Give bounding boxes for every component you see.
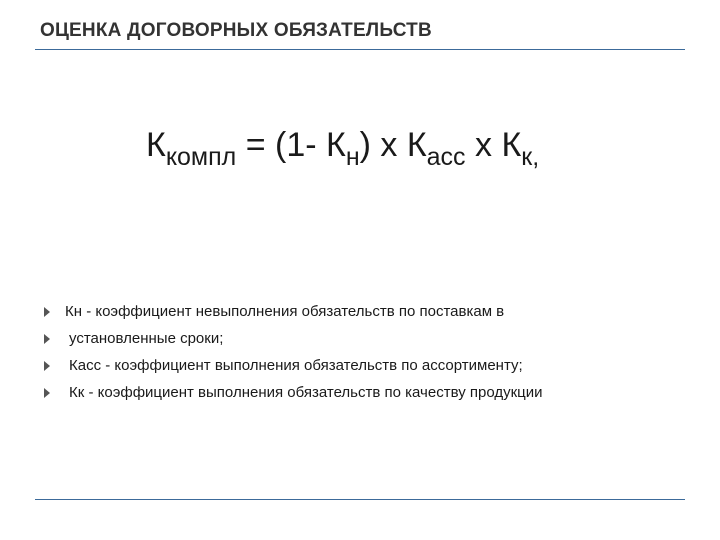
triangle-right-icon — [44, 307, 50, 317]
bullet-text: Кн - коэффициент невыполнения обязательств по поставкам в — [65, 303, 505, 320]
formula-close-times: ) х К — [359, 126, 427, 164]
formula-sub-ass: асс — [426, 143, 466, 171]
bullet-text: Кк - коэффициент выполнения обязательств по качеству продукции — [69, 384, 543, 401]
formula-sub-compl: компл — [165, 143, 237, 171]
bullet-text: Касс - коэффициент выполнения обязательств по ассортименту; — [69, 357, 523, 374]
list-item — [44, 354, 684, 381]
triangle-right-icon — [44, 361, 50, 371]
triangle-right-icon — [44, 334, 50, 344]
formula — [146, 126, 540, 171]
formula-sub-k: к, — [521, 143, 540, 171]
title-divider — [35, 49, 685, 50]
formula-sub-n: н — [345, 143, 360, 171]
formula-k-compl: К — [146, 126, 166, 164]
bullet-list — [44, 300, 684, 408]
list-item — [44, 327, 684, 354]
bottom-divider — [35, 499, 685, 500]
slide-title: ОЦЕНКА ДОГОВОРНЫХ ОБЯЗАТЕЛЬСТВ — [40, 20, 432, 41]
list-item — [44, 381, 684, 408]
formula-times: х К — [465, 126, 522, 164]
bullet-text: установленные сроки; — [69, 330, 224, 347]
list-item — [44, 300, 684, 327]
formula-equals-open: = (1- К — [236, 126, 346, 164]
triangle-right-icon — [44, 388, 50, 398]
